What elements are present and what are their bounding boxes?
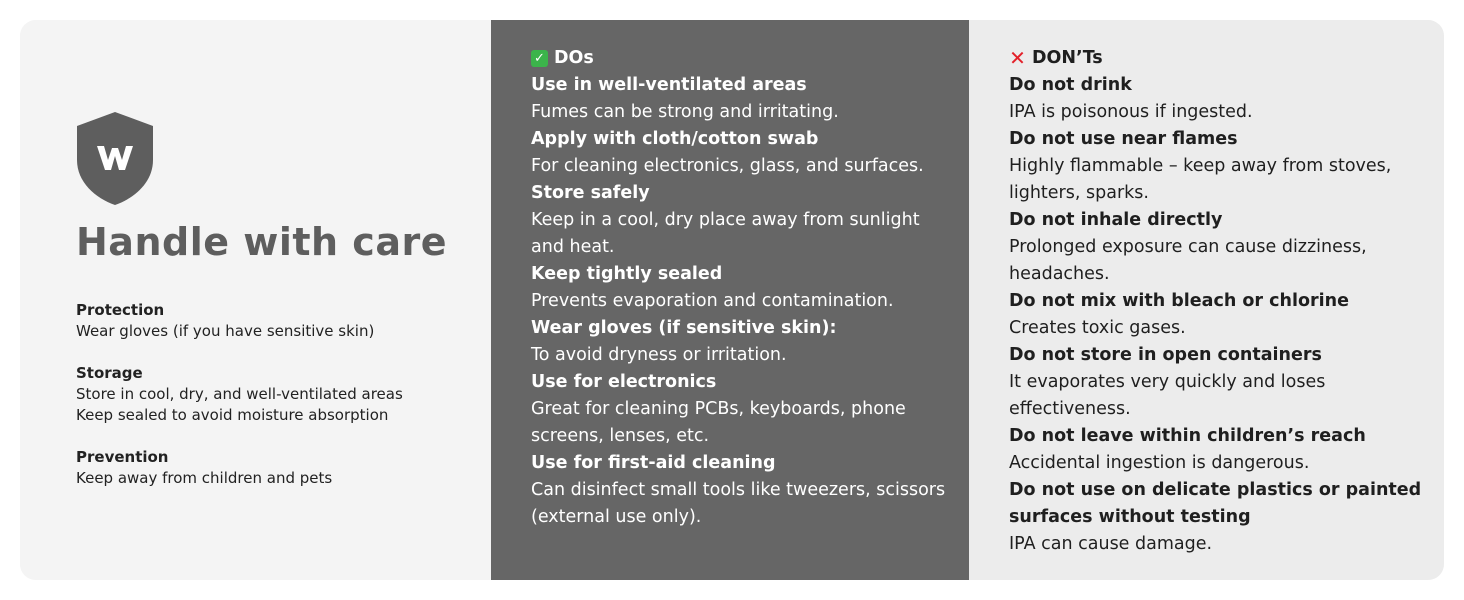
shield-logo-icon bbox=[75, 110, 155, 207]
item-text: IPA can cause damage. bbox=[1009, 534, 1213, 554]
info-storage bbox=[76, 363, 476, 426]
item-title: Do not store in open containers bbox=[1009, 345, 1322, 365]
list-item bbox=[531, 450, 951, 531]
item-text: Prevents evaporation and contamination. bbox=[531, 291, 894, 311]
info-title: Protection bbox=[76, 301, 165, 319]
dos-list bbox=[531, 45, 951, 531]
item-title: Do not inhale directly bbox=[1009, 210, 1223, 230]
item-title: Apply with cloth/cotton swab bbox=[531, 129, 819, 149]
check-icon: ✓ bbox=[531, 50, 548, 67]
care-card bbox=[20, 20, 1444, 580]
item-title: Do not drink bbox=[1009, 75, 1132, 95]
list-item bbox=[1009, 207, 1429, 288]
item-text: For cleaning electronics, glass, and surfaces. bbox=[531, 156, 924, 176]
item-text: Creates toxic gases. bbox=[1009, 318, 1186, 338]
item-title: Store safely bbox=[531, 183, 650, 203]
item-text: It evaporates very quickly and loses effectiveness. bbox=[1009, 372, 1326, 419]
donts-list bbox=[1009, 45, 1429, 558]
dos-heading-label: DOs bbox=[554, 48, 594, 68]
info-line: Keep sealed to avoid moisture absorption bbox=[76, 406, 389, 424]
care-info bbox=[76, 300, 476, 510]
info-line: Keep away from children and pets bbox=[76, 469, 333, 487]
item-title: Use for first-aid cleaning bbox=[531, 453, 776, 473]
item-text: Prolonged exposure can cause dizziness, headaches. bbox=[1009, 237, 1367, 284]
item-title: Do not use near flames bbox=[1009, 129, 1238, 149]
list-item bbox=[1009, 126, 1429, 207]
info-title: Storage bbox=[76, 364, 143, 382]
item-text: To avoid dryness or irritation. bbox=[531, 345, 787, 365]
list-item bbox=[1009, 288, 1429, 342]
info-line: Store in cool, dry, and well-ventilated areas bbox=[76, 385, 403, 403]
item-text: Accidental ingestion is dangerous. bbox=[1009, 453, 1310, 473]
dos-panel bbox=[491, 20, 969, 580]
list-item bbox=[531, 72, 951, 126]
item-text: Fumes can be strong and irritating. bbox=[531, 102, 839, 122]
item-title: Do not mix with bleach or chlorine bbox=[1009, 291, 1349, 311]
item-text: Highly flammable – keep away from stoves, lighters, sparks. bbox=[1009, 156, 1392, 203]
donts-heading bbox=[1009, 45, 1429, 72]
handle-with-care-panel bbox=[20, 20, 491, 580]
info-prevention bbox=[76, 447, 476, 489]
item-title: Use in well-ventilated areas bbox=[531, 75, 807, 95]
list-item bbox=[1009, 342, 1429, 423]
list-item bbox=[531, 126, 951, 180]
item-title: Do not leave within children’s reach bbox=[1009, 426, 1366, 446]
list-item bbox=[1009, 423, 1429, 477]
item-text: Keep in a cool, dry place away from sunlight and heat. bbox=[531, 210, 920, 257]
list-item bbox=[531, 180, 951, 261]
list-item bbox=[531, 315, 951, 369]
cross-icon: ✕ bbox=[1009, 46, 1026, 70]
item-text: Can disinfect small tools like tweezers, scissors (external use only). bbox=[531, 480, 946, 527]
item-text: IPA is poisonous if ingested. bbox=[1009, 102, 1253, 122]
donts-panel bbox=[969, 20, 1444, 580]
page-title: Handle with care bbox=[76, 220, 447, 264]
list-item bbox=[1009, 72, 1429, 126]
item-title: Wear gloves (if sensitive skin): bbox=[531, 318, 837, 338]
info-protection bbox=[76, 300, 476, 342]
dos-heading bbox=[531, 45, 951, 72]
item-title: Keep tightly sealed bbox=[531, 264, 723, 284]
info-line: Wear gloves (if you have sensitive skin) bbox=[76, 322, 375, 340]
item-title: Use for electronics bbox=[531, 372, 717, 392]
item-title: Do not use on delicate plastics or painted surfaces without testing bbox=[1009, 480, 1422, 527]
list-item bbox=[531, 369, 951, 450]
list-item bbox=[1009, 477, 1429, 558]
list-item bbox=[531, 261, 951, 315]
info-title: Prevention bbox=[76, 448, 169, 466]
item-text: Great for cleaning PCBs, keyboards, phone screens, lenses, etc. bbox=[531, 399, 906, 446]
donts-heading-label: DON’Ts bbox=[1032, 48, 1103, 68]
